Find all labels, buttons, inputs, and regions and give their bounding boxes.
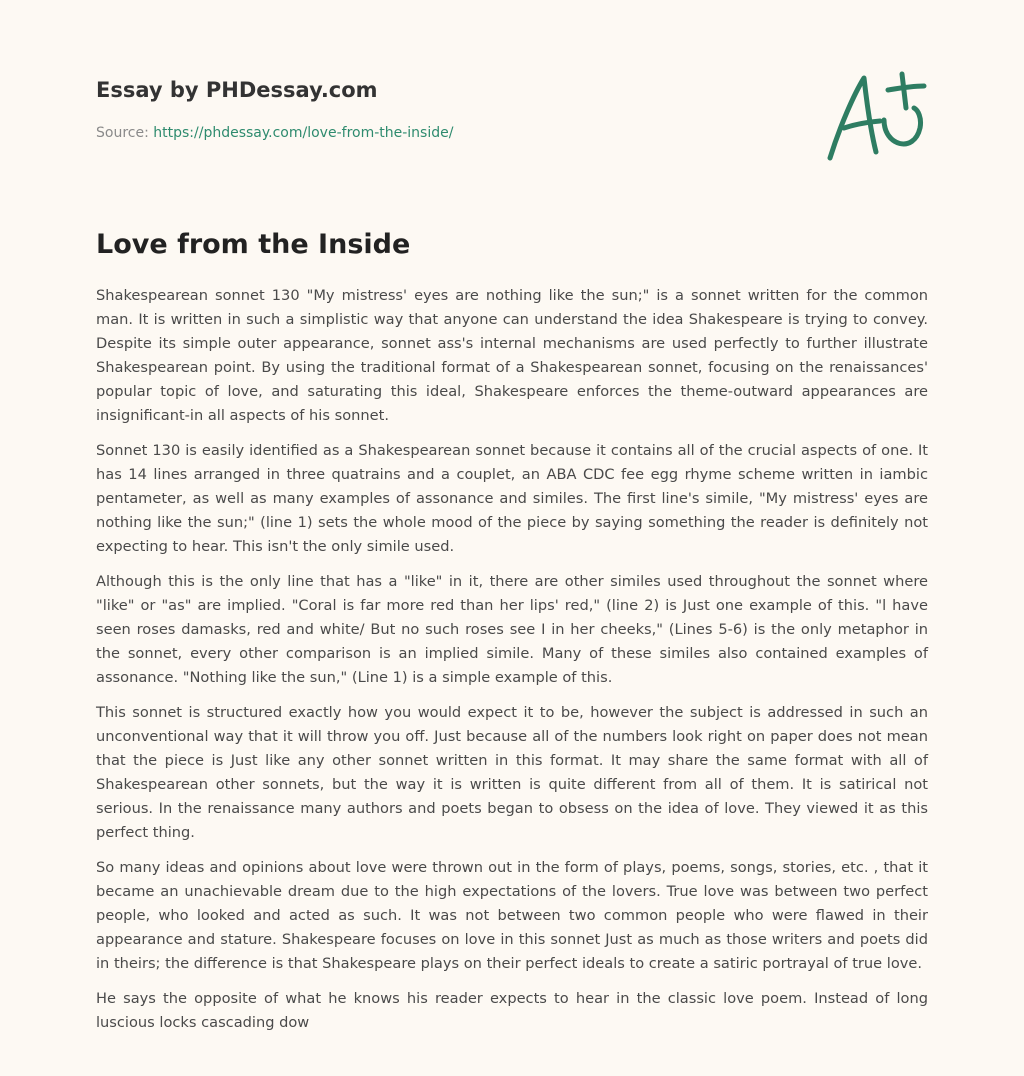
essay-title: Love from the Inside xyxy=(96,229,411,260)
essay-paragraph: This sonnet is structured exactly how you would expect it to be, however the subject is addressed in such an unconventional way that it will throw you off. Just because all of the numbers look right on paper does not mean that the piece is Just like any other sonnet written in this format. It may share the same format with all of Shakespearean other sonnets, but the way it is written is quite different from all of them. It is satirical not serious. In the renaissance many authors and poets began to obsess on the idea of love. They viewed it as this perfect thing. xyxy=(96,704,928,841)
essay-body xyxy=(96,284,928,1046)
site-title: Essay by PHDessay.com xyxy=(96,78,378,102)
essay-paragraph: Sonnet 130 is easily identified as a Shakespearean sonnet because it contains all of the crucial aspects of one. It has 14 lines arranged in three quatrains and a couplet, an ABA CDC fee egg rhyme scheme written in iambic pentameter, as well as many examples of assonance and similes. The first line's simile, "My mistress' eyes are nothing like the sun;" (line 1) sets the whole mood of the piece by saying something the reader is definitely not expecting to hear. This isn't the only simile used. xyxy=(96,442,928,555)
essay-header xyxy=(96,75,796,143)
source-line xyxy=(96,123,796,143)
source-link[interactable]: https://phdessay.com/love-from-the-inside/ xyxy=(153,125,454,141)
a-plus-grade-icon xyxy=(820,66,930,166)
essay-paragraph: Although this is the only line that has a "like" in it, there are other similes used throughout the sonnet where "like" or "as" are implied. "Coral is far more red than her lips' red," (line 2) is Just one example of this. "l have seen roses damasks, red and white/ But no such roses see I in her cheeks," (Lines 5-6) is the only metaphor in the sonnet, every other comparison is an implied simile. Many of these similes also contained examples of assonance. "Nothing like the sun," (Line 1) is a simple example of this. xyxy=(96,573,928,686)
source-label: Source: xyxy=(96,125,149,141)
essay-paragraph: Shakespearean sonnet 130 "My mistress' eyes are nothing like the sun;" is a sonnet written for the common man. It is written in such a simplistic way that anyone can understand the idea Shakespeare is trying to convey. Despite its simple outer appearance, sonnet ass's internal mechanisms are used perfectly to further illustrate Shakespearean point. By using the traditional format of a Shakespearean sonnet, focusing on the renaissances' popular topic of love, and saturating this ideal, Shakespeare enforces the theme-outward appearances are insignificant-in all aspects of his sonnet. xyxy=(96,287,928,424)
essay-paragraph: So many ideas and opinions about love were thrown out in the form of plays, poems, songs, stories, etc. , that it became an unachievable dream due to the high expectations of the lovers. True love was between two perfect people, who looked and acted as such. It was not between two common people who were flawed in their appearance and stature. Shakespeare focuses on love in this sonnet Just as much as those writers and poets did in theirs; the difference is that Shakespeare plays on their perfect ideals to create a satiric portrayal of true love. xyxy=(96,859,928,972)
essay-paragraph: He says the opposite of what he knows his reader expects to hear in the classic love poem. Instead of long luscious locks cascading dow xyxy=(96,990,928,1031)
